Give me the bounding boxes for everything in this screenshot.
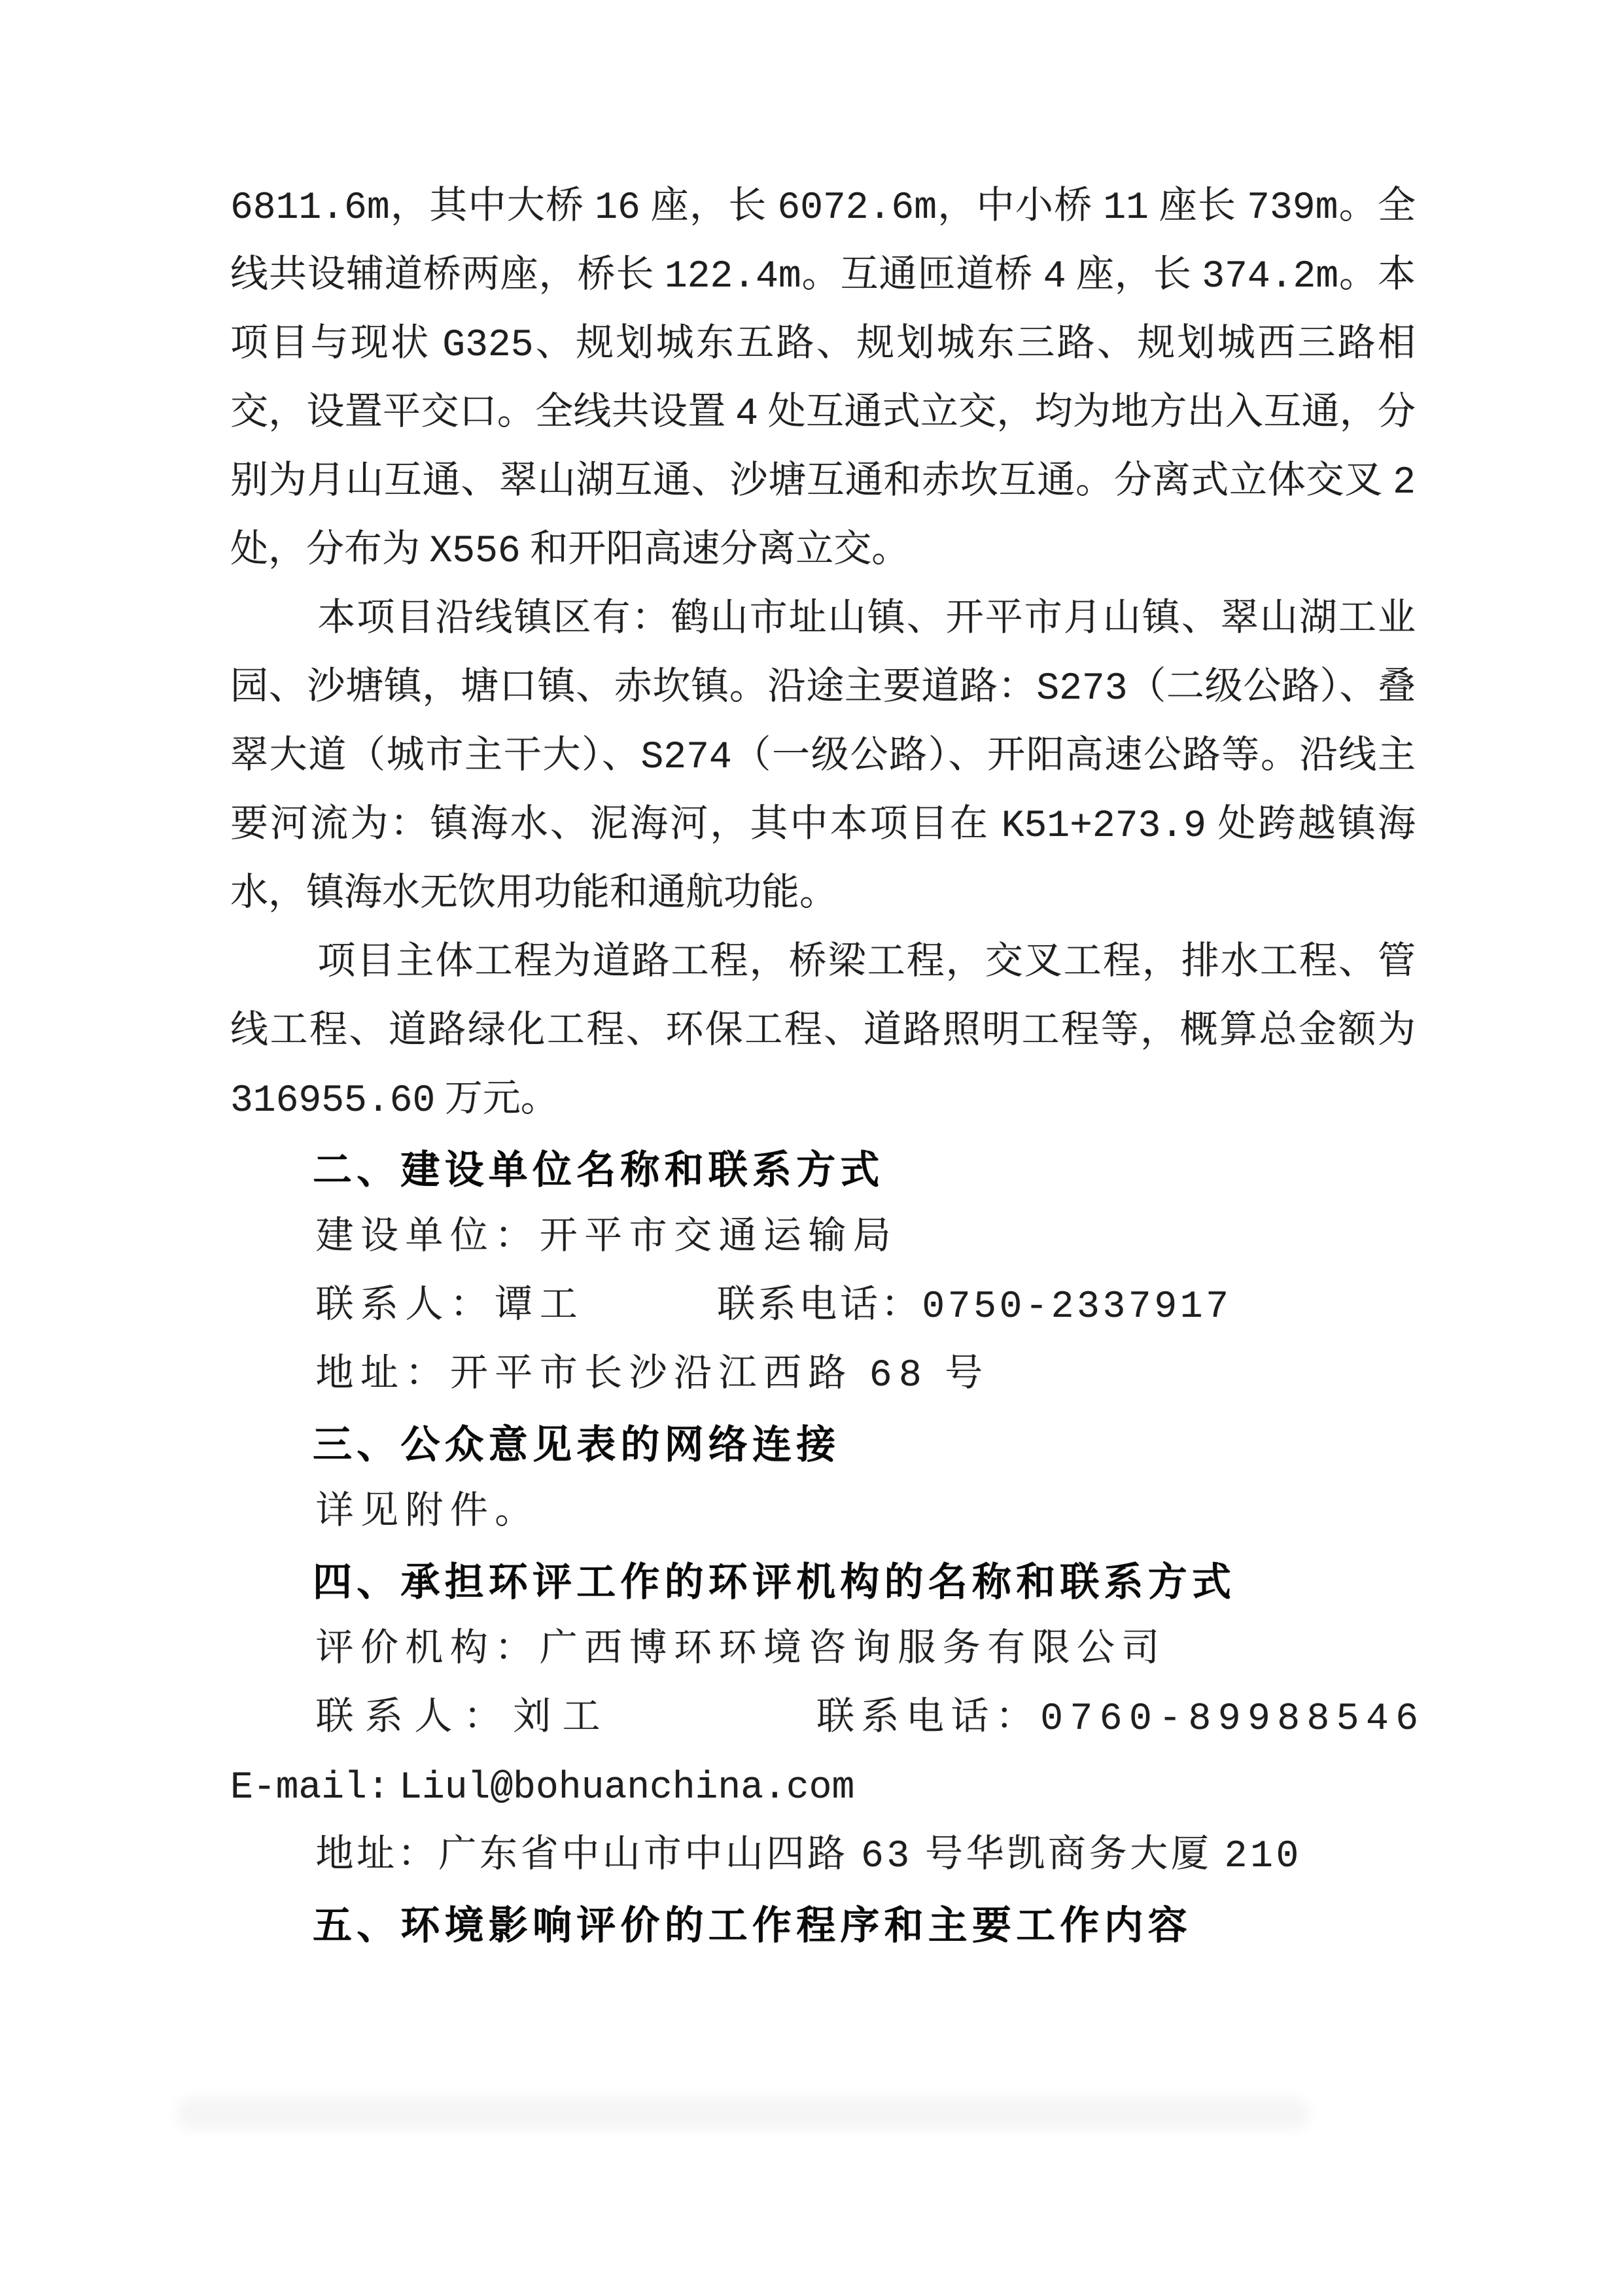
bleed-through-ghost bbox=[177, 2097, 1308, 2130]
paragraph-project-scale: 6811.6m，其中大桥 16 座，长 6072.6m，中小桥 11 座长 739m。全线共设辅道桥两座，桥长 122.4m。互通匝道桥 4 座，长 374.2m。本项目与现状 G325、规划城东五路、规划城东三路、规划城西三路相交，设置平交口。全线共设置 4 处互通式立交，均为地方出入互通，分别为月山互通、翠山湖互通、沙塘互通和赤坎互通。分离式立体交叉 2 处，分布为 X556 和开阳高速分离立交。 bbox=[230, 187, 1416, 573]
assessment-agency-line: 评价机构：广西博环环境咨询服务有限公司 bbox=[315, 1629, 1166, 1672]
section-2-contact-line bbox=[230, 1273, 1416, 1342]
section-3-body-line: 详见附件。 bbox=[315, 1492, 540, 1535]
document-content bbox=[230, 174, 1425, 1960]
section-3-heading: 三、公众意见表的网络连接 bbox=[313, 1423, 841, 1467]
section-2-heading: 二、建设单位名称和联系方式 bbox=[313, 1148, 884, 1192]
section-4-contact-line bbox=[230, 1685, 1425, 1754]
contact-person: 联系人：刘工 bbox=[315, 1698, 612, 1741]
column-gap bbox=[612, 1728, 816, 1729]
paragraph-towns-roads-rivers: 本项目沿线镇区有：鹤山市址山镇、开平市月山镇、翠山湖工业园、沙塘镇，塘口镇、赤坎镇。沿途主要道路：S273（二级公路）、叠翠大道（城市主干大）、S274（一级公路）、开阳高速公路等。沿线主要河流为：镇海水、泥海河，其中本项目在 K51+273.9 处跨越镇海水，镇海水无饮用功能和通航功能。 bbox=[230, 599, 1416, 916]
contact-person: 联系人：谭工 bbox=[315, 1286, 585, 1329]
section-4-heading: 四、承担环评工作的环评机构的名称和联系方式 bbox=[313, 1560, 1236, 1604]
section-4-address-line: 地址：广东省中山市中山四路 63 号华凯商务大厦 210 bbox=[315, 1835, 1302, 1878]
email-line: E-mail: Liul@bohuanchina.com bbox=[230, 1767, 855, 1809]
construction-unit-line: 建设单位：开平市交通运输局 bbox=[315, 1217, 898, 1260]
section-5-heading: 五、环境影响评价的工作程序和主要工作内容 bbox=[313, 1904, 1192, 1947]
section-2-address-line: 地址：开平市长沙沿江西路 68 号 bbox=[315, 1355, 990, 1397]
contact-phone: 联系电话：0750-2337917 bbox=[717, 1286, 1232, 1329]
column-gap bbox=[584, 1316, 717, 1317]
contact-phone: 联系电话：0760-89988546 bbox=[816, 1698, 1425, 1741]
paragraph-main-works-budget: 项目主体工程为道路工程，桥梁工程，交叉工程，排水工程、管线工程、道路绿化工程、环保工程、道路照明工程等，概算总金额为 316955.60 万元。 bbox=[230, 943, 1416, 1122]
